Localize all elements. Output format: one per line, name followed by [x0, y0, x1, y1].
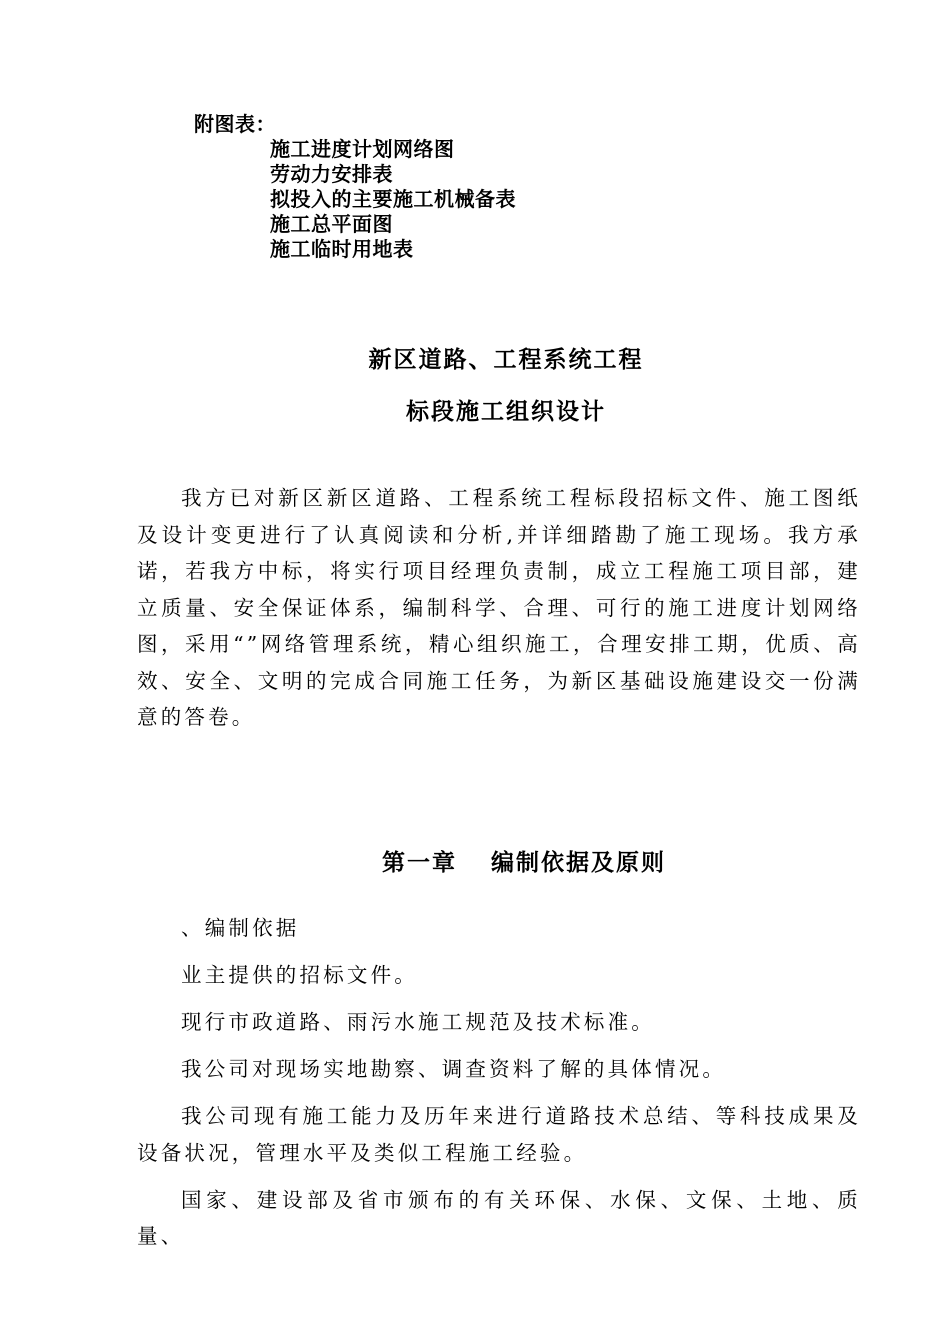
attachment-item: 施工总平面图: [270, 212, 393, 236]
attachment-item: 施工进度计划网络图: [270, 137, 455, 161]
document-title-line-1: 新区道路、工程系统工程: [368, 347, 644, 373]
chapter-number: 第一章: [382, 850, 457, 876]
section-paragraph: 现行市政道路、雨污水施工规范及技术标准。: [181, 1010, 655, 1034]
section-paragraph: 我公司现有施工能力及历年来进行道路技术总结、等科技成果及设备状况，管理水平及类似工程施工经验。: [137, 1104, 861, 1165]
document-title-line-2: 标段施工组织设计: [406, 399, 606, 425]
section-heading: 、编制依据: [181, 916, 300, 940]
attachment-list-block: [194, 112, 516, 262]
intro-paragraph: 我方已对新区新区道路、工程系统工程标段招标文件、施工图纸及设计变更进行了认真阅读和分析,并详细踏勘了施工现场。我方承诺，若我方中标，将实行项目经理负责制，成立工程施工项目部，建立质量、安全保证体系，编制科学、合理、可行的施工进度计划网络图，采用“”网络管理系统，精心组织施工，合理安排工期，优质、高效、安全、文明的完成合同施工任务，为新区基础设施建设交一份满意的答卷。: [137, 486, 861, 729]
section-paragraph: 我公司对现场实地勘察、调查资料了解的具体情况。: [181, 1057, 727, 1081]
chapter-name: 编制依据及原则: [491, 850, 666, 876]
attachment-item: 劳动力安排表: [270, 162, 393, 186]
attachment-item: 施工临时用地表: [270, 237, 414, 261]
chapter-heading: [0, 848, 950, 878]
attachment-list: [194, 137, 516, 262]
section-paragraph: 业主提供的招标文件。: [181, 963, 418, 987]
attachment-item: 拟投入的主要施工机械备表: [270, 187, 516, 211]
attachment-heading: 附图表：: [194, 112, 276, 136]
section-body: [137, 910, 861, 1265]
section-paragraph: 国家、建设部及省市颁布的有关环保、水保、文保、土地、质量、: [137, 1187, 861, 1248]
